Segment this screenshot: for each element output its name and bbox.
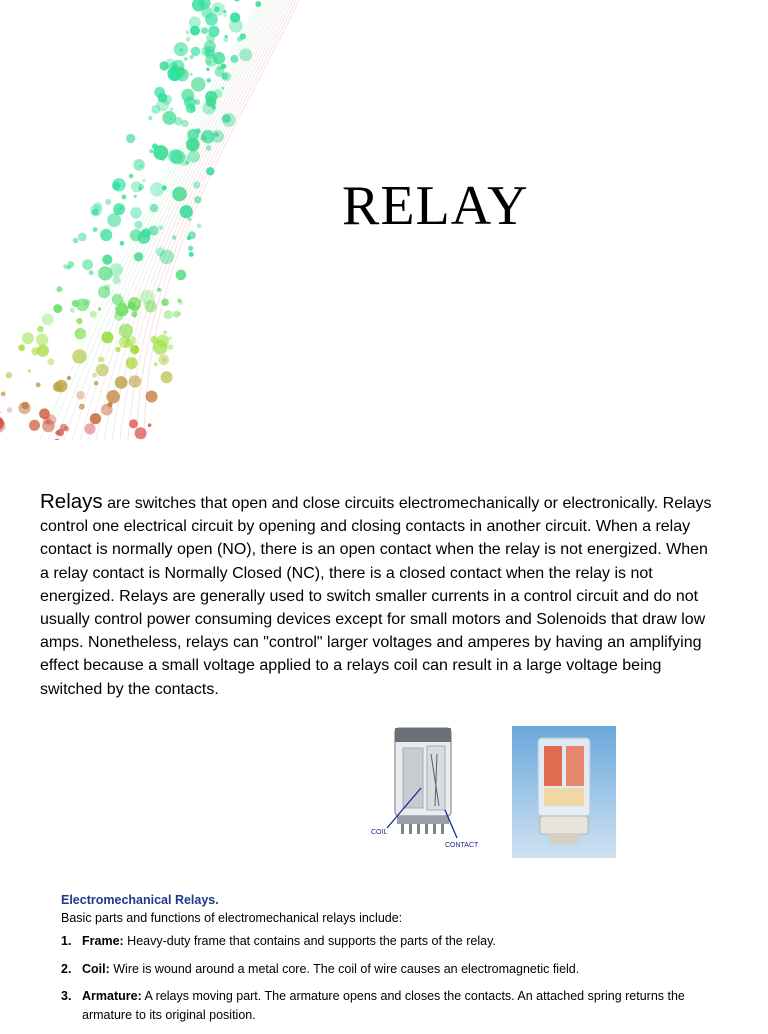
bubble-dot <box>164 310 173 319</box>
bubble-dot <box>73 238 79 244</box>
bubble-dot <box>47 358 54 365</box>
bubble-dot <box>201 47 210 56</box>
bubble-dot <box>133 159 145 171</box>
list-item-term: Armature: <box>82 989 142 1003</box>
bubble-dot <box>223 14 227 18</box>
bubble-dot <box>75 330 79 334</box>
bubble-dot <box>7 407 12 412</box>
bubble-dot <box>139 187 142 190</box>
page-title: RELAY <box>342 175 529 237</box>
swirl-line <box>48 0 263 440</box>
bubble-dot <box>134 195 137 198</box>
bubble-dot <box>206 68 210 72</box>
bubble-dot <box>130 207 141 218</box>
bubble-dot <box>119 205 123 209</box>
swirl-line <box>120 0 290 440</box>
bubble-dot <box>55 380 68 393</box>
bubble-dot <box>170 107 174 111</box>
bubble-dot <box>148 423 152 427</box>
bubble-dot <box>230 12 240 22</box>
bubble-dot <box>185 30 189 34</box>
bubble-dot <box>22 332 34 344</box>
bubble-dot <box>82 259 93 270</box>
bubble-dot <box>233 0 240 1</box>
bubble-dot <box>126 134 135 143</box>
bubble-dot <box>93 227 98 232</box>
bubble-dot <box>173 65 177 69</box>
bubble-dot <box>156 334 169 347</box>
bubble-dot <box>177 299 181 303</box>
bubble-dot <box>78 233 87 242</box>
bubble-dot <box>31 347 39 355</box>
bubble-dot <box>18 402 30 414</box>
bubble-dot <box>146 391 158 403</box>
bubble-dot <box>206 60 211 65</box>
bubble-dot <box>176 270 187 281</box>
bubble-dot <box>100 229 112 241</box>
parts-list <box>61 932 701 1034</box>
bubble-dot <box>154 362 158 366</box>
bubble-dot <box>190 73 193 76</box>
bubble-dot <box>6 372 12 378</box>
bubble-dot <box>53 304 62 313</box>
bubble-dot <box>148 116 152 120</box>
intro-body: are switches that open and close circuits electromechanically or electronically. Relays control one electrical circuit by opening and closing contacts in another circuit. When a relay contact is normally open (NO), there is an open contact when the relay is not energized. When a relay contact is Normally Closed (NC), there is a closed contact when the relay is not energized. Relays are generally used to switch smaller currents in a control circuit and do not usually control power consuming devices except for small motors and Solenoids that draw low amps. Nonetheless, relays can "control" larger voltages and amperes by having an amplifying effect because a small voltage applied to a relays coil can result in a large voltage being switched by the contacts. <box>40 495 712 698</box>
bubble-dot <box>36 382 41 387</box>
bubble-dot <box>154 87 165 98</box>
contact-label: CONTACT <box>445 842 479 849</box>
bubble-dot <box>189 252 194 257</box>
decorative-bubbles <box>0 0 300 440</box>
bubble-dot <box>75 328 87 340</box>
bubble-dot <box>207 78 212 83</box>
bubble-dot <box>164 331 167 334</box>
bubble-dot <box>63 264 68 269</box>
bubble-dot <box>161 371 173 383</box>
bubble-dot <box>169 336 173 340</box>
relay-photo-image <box>512 726 616 858</box>
bubble-dot <box>122 195 127 200</box>
bubble-dot <box>174 42 188 56</box>
bubble-dot <box>120 241 125 246</box>
bubble-dot <box>158 354 169 365</box>
bubble-dot <box>89 270 94 275</box>
bubble-dot <box>188 246 193 251</box>
bubble-dot <box>1 392 6 397</box>
bubble-dot <box>76 318 82 324</box>
bubble-dot <box>57 286 63 292</box>
bubble-dot <box>211 2 225 16</box>
bubble-dot <box>37 326 43 332</box>
bubble-dot <box>225 35 228 38</box>
bubble-dot <box>151 105 160 114</box>
list-item-text: Wire is wound around a metal core. The coil of wire causes an electromagnetic field. <box>109 961 580 976</box>
bubble-dot <box>129 174 134 179</box>
bubble-dot <box>18 344 25 351</box>
bubble-dot <box>76 298 89 311</box>
relay-diagram-image <box>365 724 480 854</box>
bubble-dot <box>167 344 173 350</box>
section-intro: Basic parts and functions of electromechanical relays include: <box>61 911 403 925</box>
list-item-term: Coil: <box>82 961 110 976</box>
list-item <box>61 987 701 1025</box>
bubble-dot <box>188 231 196 239</box>
bubble-dot <box>153 145 168 160</box>
intro-paragraph <box>40 490 720 701</box>
list-item-term: Frame: <box>82 934 124 948</box>
coil-label: COIL <box>371 829 388 836</box>
bubble-dot <box>140 164 143 167</box>
intro-lead-word: Relays <box>40 490 103 513</box>
bubble-dot <box>169 117 172 120</box>
list-item <box>61 960 701 979</box>
bubble-dot <box>184 57 188 61</box>
bubble-dot <box>36 333 49 346</box>
swirl-line <box>112 0 287 440</box>
bubble-dot <box>107 213 121 227</box>
bubble-dot <box>201 27 208 34</box>
bubble-dot <box>28 369 32 373</box>
list-item-number: 1. <box>61 934 72 948</box>
bubble-dot <box>131 181 142 192</box>
section-title: Electromechanical Relays. <box>61 893 219 907</box>
bubble-dot <box>112 178 125 191</box>
bubble-dot <box>149 149 153 153</box>
bubble-dot <box>191 77 206 92</box>
list-item-text: Heavy-duty frame that contains and supports the parts of the relay. <box>123 934 496 948</box>
bubble-dot <box>208 26 219 37</box>
bubble-dot <box>90 204 102 216</box>
list-item <box>61 932 701 951</box>
bubble-dot <box>191 47 201 57</box>
list-item-number: 2. <box>61 961 72 976</box>
bubble-dot <box>176 67 185 76</box>
bubble-dot <box>142 179 145 182</box>
bubble-dot <box>70 308 75 313</box>
bubble-dot <box>181 89 194 102</box>
bubble-dot <box>102 255 112 265</box>
bubble-dot <box>197 224 202 229</box>
bubble-dot <box>105 199 111 205</box>
bubble-dot <box>0 410 1 414</box>
bubble-dot <box>29 420 40 431</box>
bubble-dot <box>42 313 54 325</box>
bubble-dot <box>189 16 201 28</box>
bubble-dot <box>186 37 191 42</box>
list-item-text: A relays moving part. The armature opens and closes the contacts. An attached spring returns the armature to its original position. <box>82 989 685 1022</box>
list-item-number: 3. <box>61 989 72 1003</box>
bubble-dot <box>178 312 181 315</box>
bubble-dot <box>174 117 183 126</box>
